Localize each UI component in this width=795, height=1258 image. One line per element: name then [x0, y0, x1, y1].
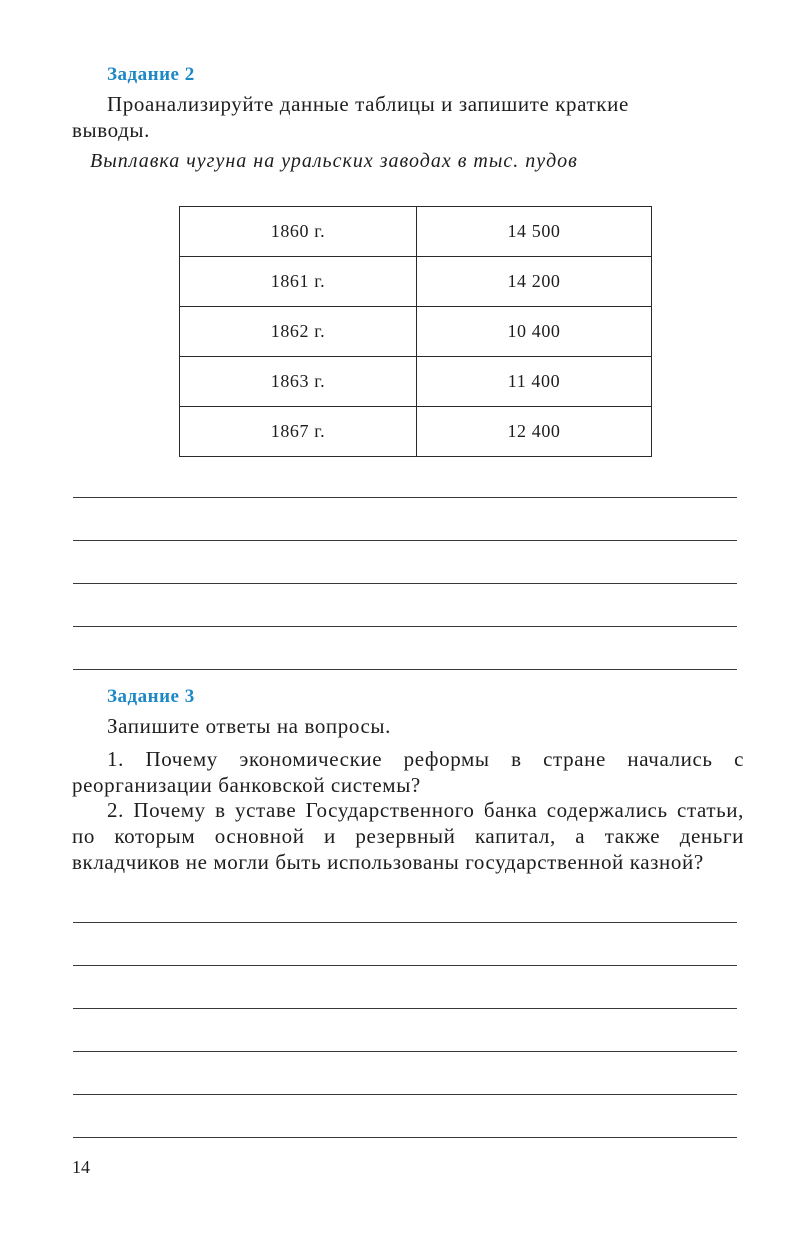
- task2-answer-line[interactable]: [73, 626, 737, 627]
- task3-answer-line[interactable]: [73, 1051, 737, 1052]
- table-row: [180, 207, 652, 257]
- task2-answer-line[interactable]: [73, 583, 737, 584]
- value-cell: 11 400: [417, 357, 652, 407]
- value-cell: 12 400: [417, 407, 652, 457]
- task3-instruction: Запишите ответы на вопросы.: [107, 714, 391, 738]
- year-cell: 1867 г.: [180, 407, 417, 457]
- year-cell: 1860 г.: [180, 207, 417, 257]
- year-cell: 1863 г.: [180, 357, 417, 407]
- task3-answer-line[interactable]: [73, 1008, 737, 1009]
- table-row: [180, 307, 652, 357]
- value-cell: 10 400: [417, 307, 652, 357]
- table-caption: Выплавка чугуна на уральских заводах в тыс. пудов: [90, 150, 578, 172]
- page-number: 14: [72, 1157, 90, 1177]
- task2-instruction-line2: выводы.: [72, 118, 150, 142]
- task3-answer-line[interactable]: [73, 1094, 737, 1095]
- table-row: [180, 357, 652, 407]
- task3-answer-line[interactable]: [73, 1137, 737, 1138]
- smelting-table: [179, 206, 652, 457]
- year-cell: 1862 г.: [180, 307, 417, 357]
- year-cell: 1861 г.: [180, 257, 417, 307]
- task2-title: Задание 2: [107, 64, 195, 85]
- table-row: [180, 407, 652, 457]
- task3-answer-line[interactable]: [73, 922, 737, 923]
- task3-answer-line[interactable]: [73, 965, 737, 966]
- task2-answer-line[interactable]: [73, 669, 737, 670]
- value-cell: 14 200: [417, 257, 652, 307]
- question-1: 1. Почему экономические реформы в стране начались с реорганизации банковской системы?: [72, 747, 744, 797]
- task2-instruction-line1: Проанализируйте данные таблицы и запишите краткие: [107, 92, 629, 116]
- question-2: 2. Почему в уставе Государственного банка содержались статьи, по которым основной и резервный капитал, а также деньги вкладчиков не могли быть использованы государственной казной?: [72, 798, 744, 874]
- task2-answer-line[interactable]: [73, 540, 737, 541]
- value-cell: 14 500: [417, 207, 652, 257]
- task3-title: Задание 3: [107, 686, 195, 707]
- task2-answer-line[interactable]: [73, 497, 737, 498]
- table-row: [180, 257, 652, 307]
